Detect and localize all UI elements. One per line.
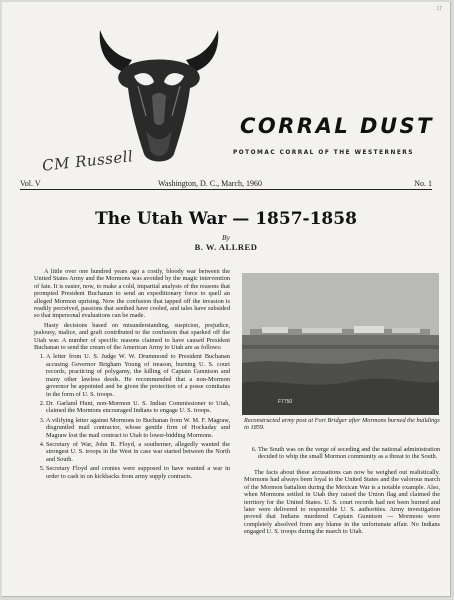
article-title: The Utah War — 1857-1858 <box>95 209 357 229</box>
reasons-list-continued <box>244 446 440 461</box>
article-column-right <box>244 469 440 538</box>
article-column-right-list <box>244 446 440 461</box>
byline-by: By <box>222 233 230 242</box>
article-column-left <box>34 268 230 482</box>
reason-item: 5. Secretary Floyd and cronies were supposed to have wanted a war in order to cash in on kickbacks from army supply contracts. <box>46 465 230 480</box>
reason-item: 2. Dr. Garland Hunt, non-Mormon U. S. Indian Commissioner to Utah, claimed the Mormons encouraged Indians to engage U. S. troops. <box>46 400 230 415</box>
reasons-list <box>34 353 230 480</box>
intro-paragraph: Hasty decisions based on misunderstanding, suspicion, prejudice, jealousy, malice, and graft contributed to the confusion that sparked off the Utah war. A number of specific reasons claimed to have caused President Buchanan to send the cream of the American Army to Utah are as follows: <box>34 321 230 352</box>
issue-info-bar <box>20 178 432 190</box>
continuation-paragraph: The facts about these accusations can now be weighed out realistically. Mormons had always been loyal to the United States and the valorous march of the Mormon battalion during the Mexican War is a notable example. Also, when Mormons settled in Utah they raised the Union flag and claimed the territory for the United States. U. S. court records had not been burned and later were delivered to responsible U. S. authorities. Army investigation proved that Indians murdered Captain Gunnison — Mormons were completely absolved from any blame in the unfortunate affair. No Indians engaged U. S. troops during the march to Utah. <box>244 469 440 536</box>
intro-paragraph: A little over one hundred years ago a costly, bloody war between the United States Army and the Mormons was avoided by the magic intervention of fate. It is easier, now, to make a cold, impartial analysis of the reasons that prompted President Buchanan to send an expeditionary force to quell an alleged Mormon uprising. Now the confusion that tapped off the invasion is readily perceived, passions that seethed have cooled, and tales have subsided so that impersonal evaluations can be made. <box>34 268 230 320</box>
masthead-title: CORRAL DUST <box>240 114 434 138</box>
bison-skull-illustration <box>94 26 224 168</box>
photo-caption: Reconstructed army post at Fort Bridger after Mormons burned the buildings in 1859. <box>244 417 440 432</box>
corner-mark: 17 <box>436 6 442 12</box>
issue-number: No. 1 <box>414 179 432 188</box>
fort-bridger-photo <box>242 273 439 415</box>
reason-item: 6. The South was on the verge of seceding and the national administration decided to whip the small Mormon community as a threat to the South. <box>258 446 440 461</box>
issue-place-date: Washington, D. C., March, 1960 <box>158 179 263 188</box>
photo-stamp: F7750 <box>278 399 293 405</box>
reason-item: 1. A letter from U. S. Judge W. W. Drummond to President Buchanan accusing Governor Brigham Young of treason, burning U. S. court records, practicing of polygamy, the killing of Captain Gunnison and many other lawless deeds. He recommended that a non-Mormon governor be appointed and be given the protection of a posse comitatus in the form of U. S. troops. <box>46 353 230 397</box>
byline-author: B. W. ALLRED <box>194 242 258 252</box>
masthead-subtitle: POTOMAC CORRAL OF THE WESTERNERS <box>233 150 414 156</box>
reason-item: 3. A vilifying letter against Mormons to Buchanan from W. M. F. Magraw, disgruntled mail contractor, whose gentile firm of Hockaday and Magraw lost the mail contract to Utah to lower-bidding Mormons. <box>46 417 230 439</box>
artist-signature: CM Russell <box>41 147 135 175</box>
newsletter-page <box>2 2 451 597</box>
reason-item: 4. Secretary of War, John B. Floyd, a southerner, allegedly wanted the strongest U. S. troops in the West in case war started between the North and South. <box>46 441 230 463</box>
issue-volume: Vol. V <box>20 179 41 188</box>
